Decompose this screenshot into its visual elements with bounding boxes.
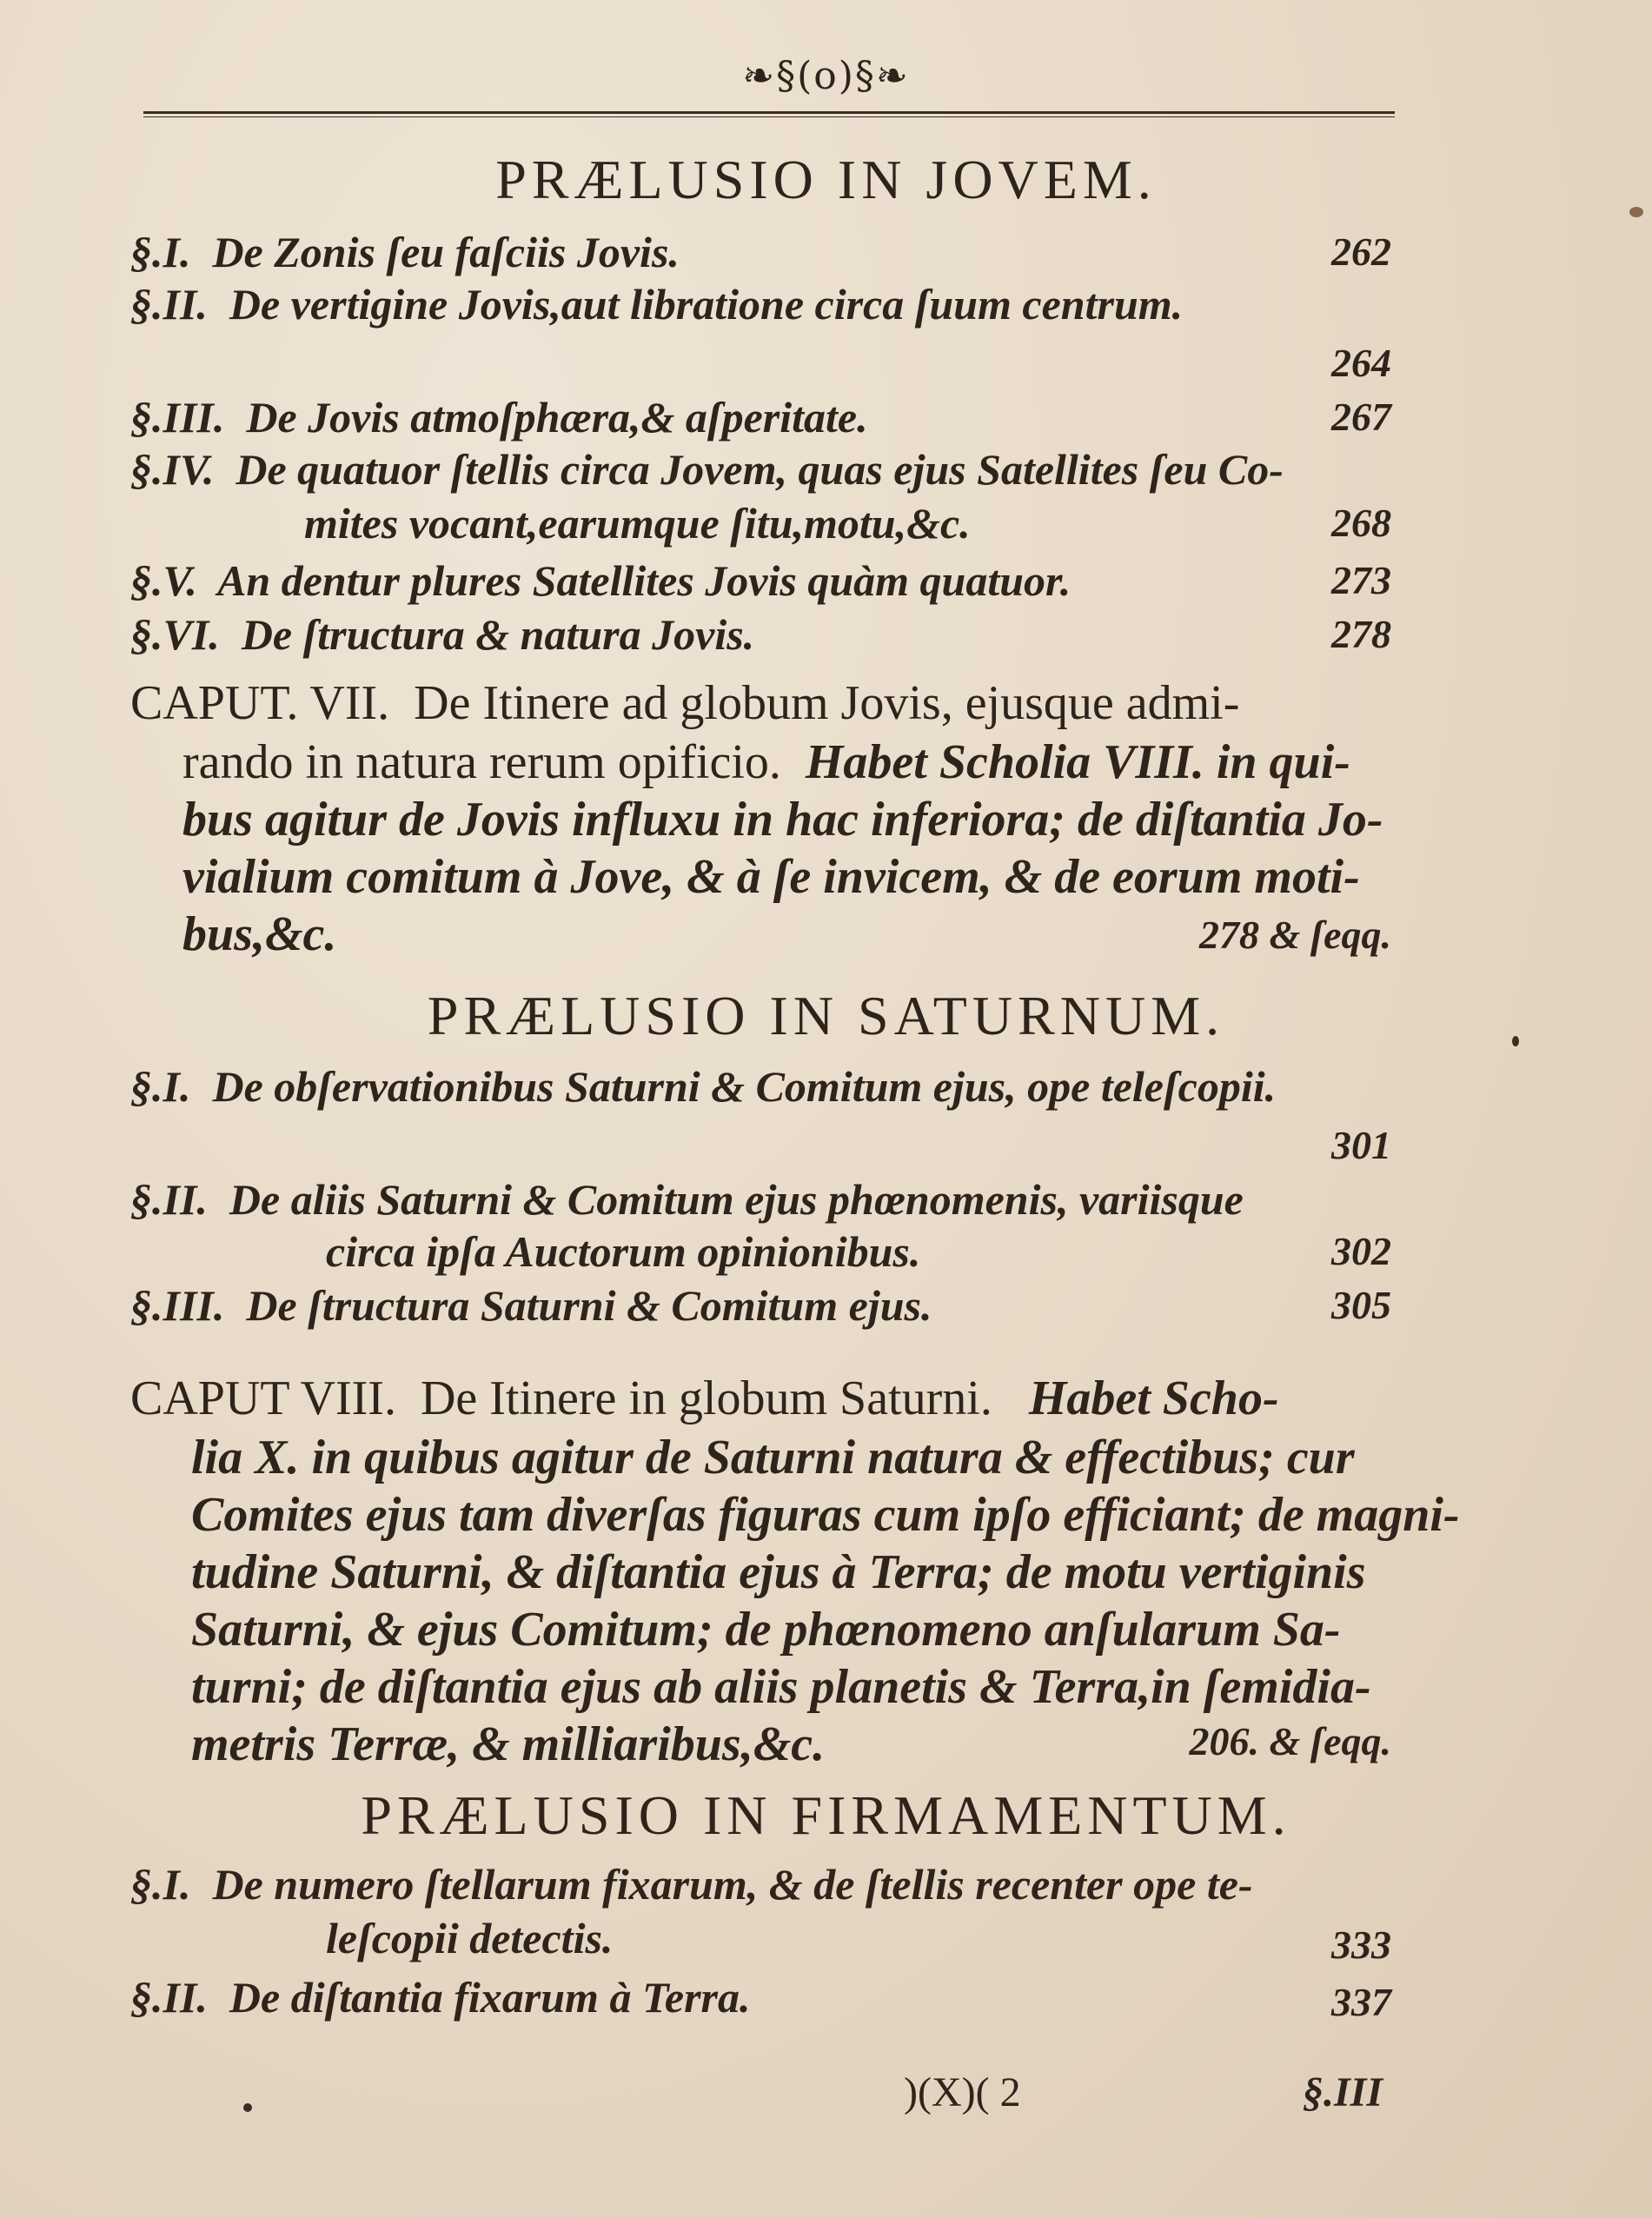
caput-text: lia X. in quibus agitur de Saturni natura & effectibus; cur xyxy=(191,1431,1355,1484)
page-number: 267 xyxy=(1331,395,1391,439)
caput-text: bus agitur de Jovis influxu in hac inferiora; de diſtantia Jo- xyxy=(182,793,1383,847)
caput-heading: CAPUT VIII. xyxy=(130,1371,396,1425)
caput-text: Habet Scho- xyxy=(1028,1371,1279,1425)
caput-text: tudine Saturni, & diſtantia ejus à Terra; de motu vertiginis xyxy=(191,1545,1366,1599)
page-number: 273 xyxy=(1331,558,1391,602)
caput-heading: CAPUT. VII. xyxy=(130,676,390,730)
signature-mark: )(X)( 2 xyxy=(904,2069,1021,2115)
entry-text-continued: leſcopii detectis. xyxy=(326,1914,614,1962)
page-number: 278 & ſeqq. xyxy=(1198,913,1391,957)
entry-text: De diſtantia fixarum à Terra. xyxy=(229,1973,751,2022)
section-title-saturnum: PRÆLUSIO IN SATURNUM. xyxy=(427,985,1225,1046)
page-number: 278 xyxy=(1331,612,1391,656)
entry-label: §.IV. xyxy=(130,445,215,494)
caput-text: metris Terræ, & milliaribus,&c. xyxy=(191,1717,826,1771)
catchword: §.III xyxy=(1302,2069,1383,2115)
page-number: 305 xyxy=(1331,1283,1391,1327)
caput-text: De Itinere in globum Saturni. xyxy=(420,1371,992,1425)
caput-text: bus,&c. xyxy=(182,907,337,961)
entry-text: De Jovis atmoſphæra,& aſperitate. xyxy=(246,393,868,442)
entry-label: §.II. xyxy=(130,280,208,329)
entry-text: De quatuor ſtellis circa Jovem, quas ejus Satellites ſeu Co- xyxy=(236,445,1284,494)
entry-text: De vertigine Jovis,aut libratione circa ſuum centrum. xyxy=(229,280,1184,329)
entry-text: An dentur plures Satellites Jovis quàm quatuor. xyxy=(217,556,1071,605)
page-number: 333 xyxy=(1331,1922,1391,1967)
caput-text: rando in natura rerum opificio. xyxy=(182,735,781,789)
entry-label: §.III. xyxy=(130,393,225,442)
entry-text: De obſervationibus Saturni & Comitum ejus, ope teleſcopii. xyxy=(212,1062,1277,1111)
entry-text: De ſtructura Saturni & Comitum ejus. xyxy=(246,1281,932,1330)
paper-stain xyxy=(1629,207,1643,217)
entry-label: §.VI. xyxy=(130,610,220,659)
entry-text-continued: circa ipſa Auctorum opinionibus. xyxy=(326,1227,921,1276)
caput-text: Comites ejus tam diverſas figuras cum ipſo efficiant; de magni- xyxy=(191,1488,1460,1542)
page-number: 337 xyxy=(1331,1980,1391,2024)
page-number: 301 xyxy=(1331,1123,1391,1167)
ink-speck xyxy=(1512,1036,1519,1046)
page-number: 262 xyxy=(1331,229,1391,274)
section-title-jovem: PRÆLUSIO IN JOVEM. xyxy=(495,149,1157,210)
caput-text: De Itinere ad globum Jovis, ejusque admi- xyxy=(414,676,1240,730)
caput-text: turni; de diſtantia ejus ab aliis planetis & Terra,in ſemidia- xyxy=(191,1660,1371,1714)
entry-text: De aliis Saturni & Comitum ejus phœnomenis, variisque xyxy=(229,1175,1244,1224)
entry-label: §.I. xyxy=(130,1860,191,1909)
page-number: 206. & ſeqq. xyxy=(1189,1719,1391,1763)
entry-text: De Zonis ſeu faſciis Jovis. xyxy=(212,228,680,276)
entry-text: De numero ſtellarum fixarum, & de ſtellis recenter ope te- xyxy=(212,1860,1253,1909)
section-title-firmamentum: PRÆLUSIO IN FIRMAMENTUM. xyxy=(361,1784,1291,1846)
entry-label: §.III. xyxy=(130,1281,225,1330)
page-number: 268 xyxy=(1331,501,1391,545)
entry-label: §.I. xyxy=(130,228,191,276)
header-ornament: ❧§(o)§❧ xyxy=(742,54,910,98)
caput-text: Habet Scholia VIII. in qui- xyxy=(805,735,1350,789)
caput-text: Saturni, & ejus Comitum; de phœnomeno anſularum Sa- xyxy=(191,1603,1341,1657)
page-number: 302 xyxy=(1331,1229,1391,1273)
header-rule xyxy=(143,111,1395,114)
header-rule-thin xyxy=(143,116,1395,117)
caput-text: vialium comitum à Jove, & à ſe invicem, & de eorum moti- xyxy=(182,850,1360,904)
entry-text-continued: mites vocant,earumque ſitu,motu,&c. xyxy=(304,499,971,548)
entry-label: §.I. xyxy=(130,1062,191,1111)
entry-label: §.V. xyxy=(130,556,197,605)
entry-label: §.II. xyxy=(130,1973,208,2022)
ink-speck xyxy=(243,2103,252,2112)
entry-text: De ſtructura & natura Jovis. xyxy=(241,610,755,659)
entry-label: §.II. xyxy=(130,1175,208,1224)
page-number: 264 xyxy=(1331,341,1391,385)
